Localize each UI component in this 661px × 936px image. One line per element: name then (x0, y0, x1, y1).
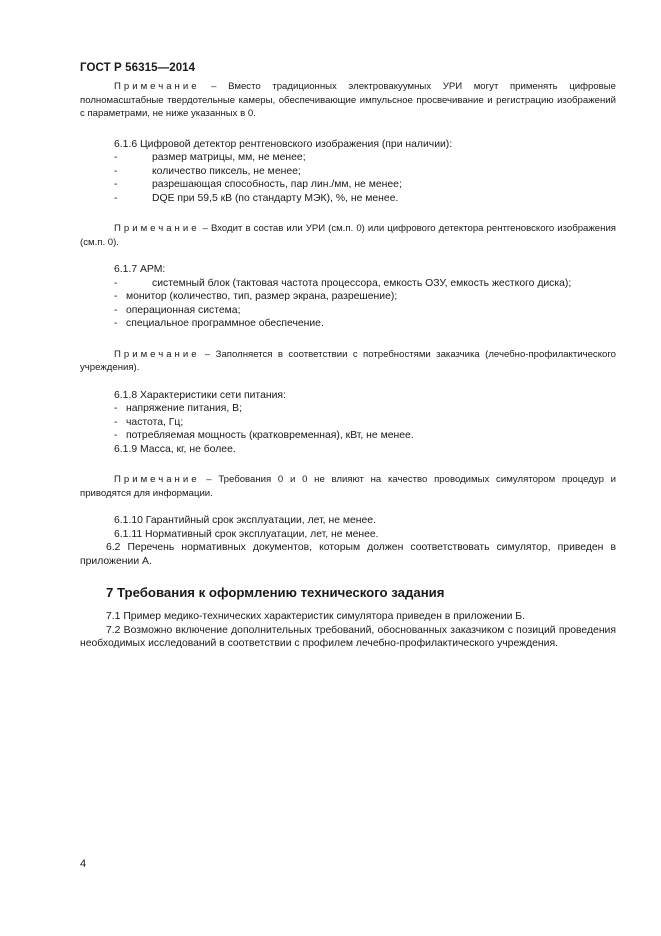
note-1 (80, 80, 616, 121)
note-text: – Требования 0 и 0 не влияют на качество проводимых симулятором процедур и приводятся для информации. (80, 474, 616, 499)
section-7-heading: 7 Требования к оформлению технического задания (106, 585, 445, 600)
list-item: - размер матрицы, мм, не менее; (114, 152, 306, 163)
clause-6-1-7-title: 6.1.7 АРМ: (114, 264, 166, 275)
clause-6-1-9-title: 6.1.9 Масса, кг, не более. (114, 443, 236, 455)
page-number: 4 (80, 858, 87, 870)
note-3 (80, 348, 616, 375)
clause-7-1: 7.1 Пример медико-технических характеристик симулятора приведен в приложении Б. (106, 611, 525, 622)
clause-7-2: 7.2 Возможно включение дополнительных требований, обоснованных заказчиком с позиций проведения необходимых исследований в соответствии с профилем лечебно-профилактического учреждения. (80, 624, 616, 649)
note-text: – Заполняется в соответствии с потребностями заказчика (лечебно-профилактического учреждения). (80, 348, 616, 373)
clause-6-1-6-title: 6.1.6 Цифровой детектор рентгеновского изображения (при наличии): (114, 138, 453, 150)
note-label: Примечание (114, 81, 200, 92)
list-item: - операционная система; (114, 304, 241, 316)
note-label: Примечание (114, 474, 200, 485)
note-text: – Входит в состав или УРИ (см.п. 0) или цифрового детектора рентгеновского изображения (см.п. 0). (80, 223, 616, 248)
clause-6-1-10: 6.1.10 Гарантийный срок эксплуатации, лет, не менее. (114, 515, 376, 526)
list-item: - системный блок (тактовая частота процессора, емкость ОЗУ, емкость жесткого диска); (114, 277, 572, 289)
clause-6-1-8-title: 6.1.8 Характеристики сети питания: (114, 389, 286, 401)
note-text: – Вместо традиционных электровакуумных УРИ могут применять цифровые полномасштабные твердотельные камеры, обеспечивающие импульсное просвечивание и регистрацию изображений с параметрами, не ниже указанных в 0. (80, 81, 616, 119)
list-item: - количество пиксель, не менее; (114, 165, 301, 177)
list-item: - монитор (количество, тип, размер экрана, разрешение); (114, 291, 398, 302)
note-label: Примечание (114, 223, 200, 234)
list-item: - специальное программное обеспечение. (114, 318, 324, 329)
note-label: Примечание (114, 348, 200, 360)
list-item: - разрешающая способность, пар лин./мм, не менее; (114, 179, 402, 190)
document-header: ГОСТ Р 56315—2014 (80, 62, 196, 74)
document-body (80, 80, 616, 651)
list-item: - частота, Гц; (114, 416, 184, 428)
note-4 (80, 473, 616, 500)
list-item: - DQE при 59,5 кВ (по стандарту МЭК), %, не менее. (114, 192, 399, 204)
note-2 (80, 222, 616, 249)
list-item: - напряжение питания, В; (114, 403, 242, 414)
clause-6-1-11: 6.1.11 Нормативный срок эксплуатации, лет, не менее. (114, 528, 379, 540)
list-item: - потребляемая мощность (кратковременная), кВт, не менее. (114, 430, 414, 441)
clause-6-2: 6.2 Перечень нормативных документов, которым должен соответствовать симулятор, приведен в приложении А. (80, 542, 616, 567)
